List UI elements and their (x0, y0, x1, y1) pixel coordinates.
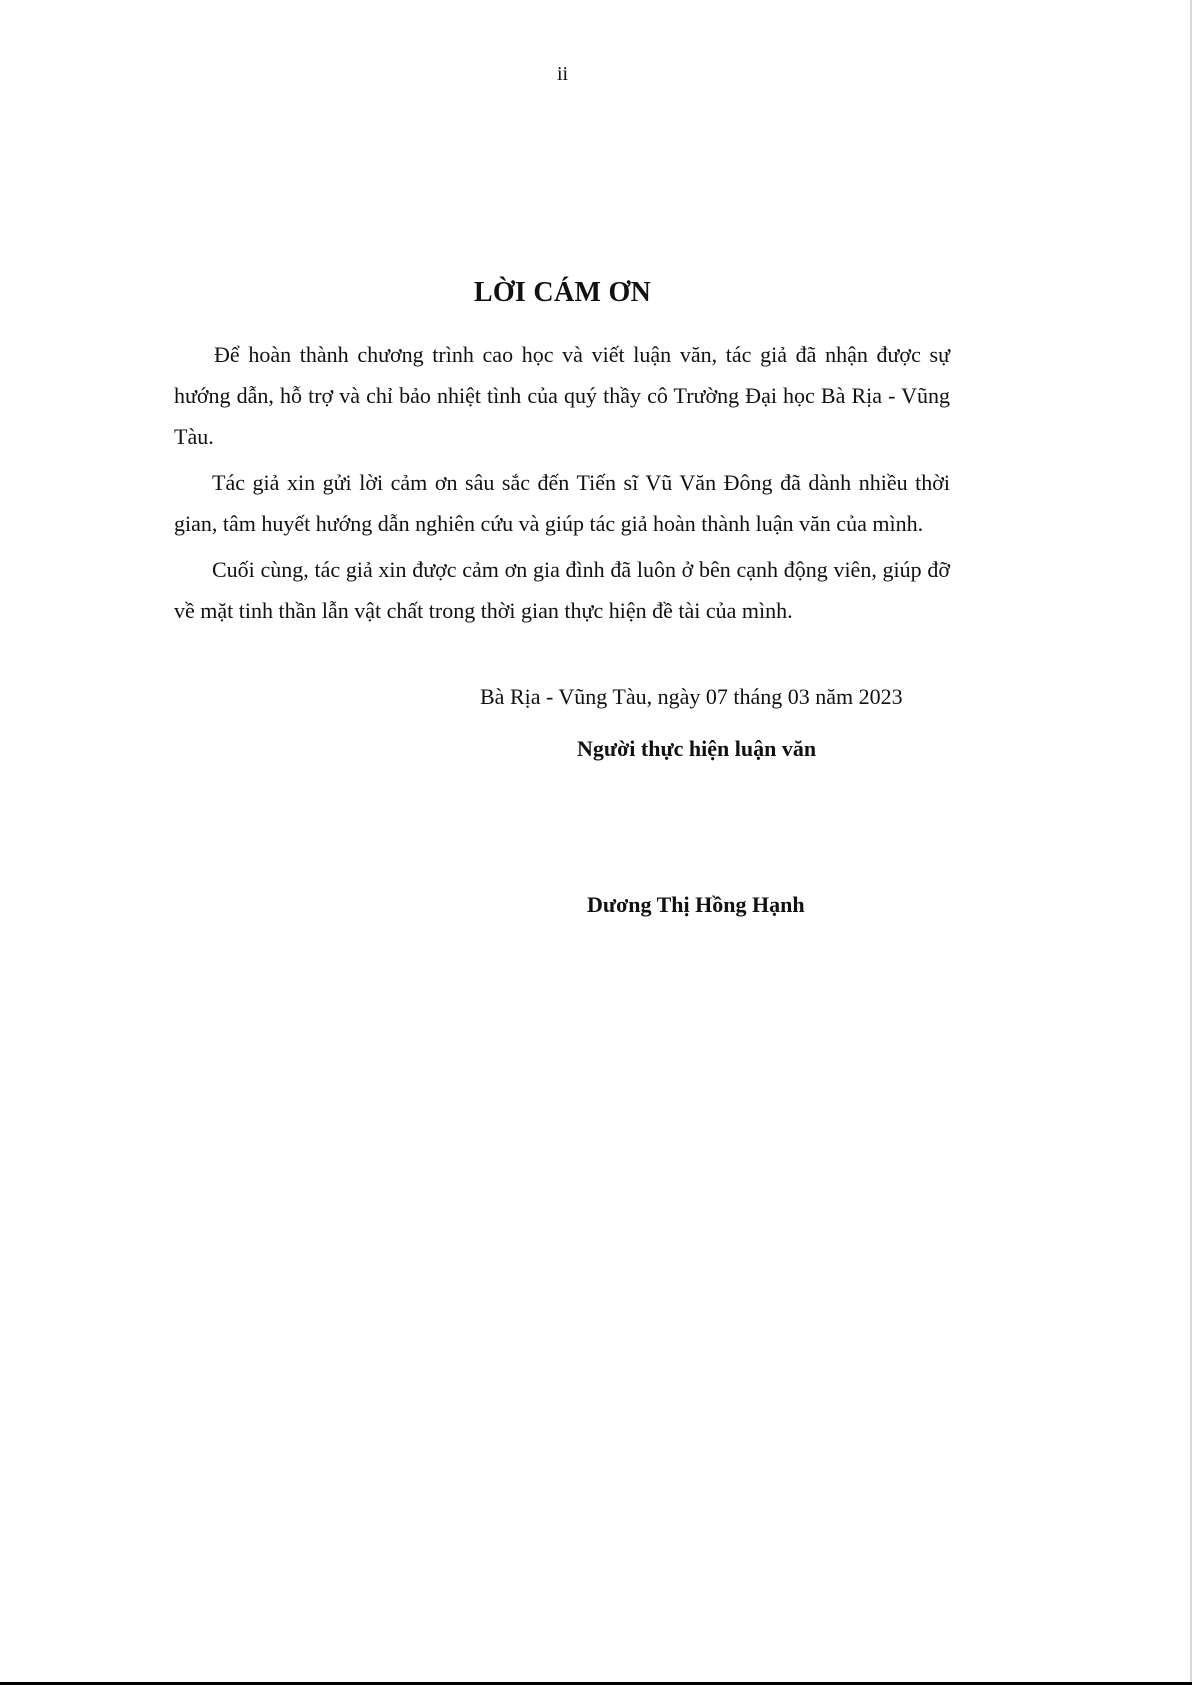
acknowledgement-body (174, 334, 950, 636)
page-title: LỜI CÁM ƠN (473, 277, 652, 308)
place-date: Bà Rịa - Vũng Tàu, ngày 07 tháng 03 năm 2023 (480, 684, 903, 709)
signer-name: Dương Thị Hồng Hạnh (587, 892, 805, 917)
paragraph-1: Để hoàn thành chương trình cao học và viết luận văn, tác giả đã nhận được sự hướng dẫn, hỗ trợ và chỉ bảo nhiệt tình của quý thầy cô Trường Đại học Bà Rịa - Vũng Tàu. (174, 342, 950, 449)
paragraph-3: Cuối cùng, tác giả xin được cảm ơn gia đình đã luôn ở bên cạnh động viên, giúp đỡ về mặt tinh thần lẫn vật chất trong thời gian thực hiện đề tài của mình. (174, 557, 950, 623)
paragraph-2: Tác giả xin gửi lời cảm ơn sâu sắc đến Tiến sĩ Vũ Văn Đông đã dành nhiều thời gian, tâm huyết hướng dẫn nghiên cứu và giúp tác giả hoàn thành luận văn của mình. (174, 470, 950, 536)
signer-role: Người thực hiện luận văn (577, 736, 817, 761)
page-number: ii (556, 63, 569, 85)
